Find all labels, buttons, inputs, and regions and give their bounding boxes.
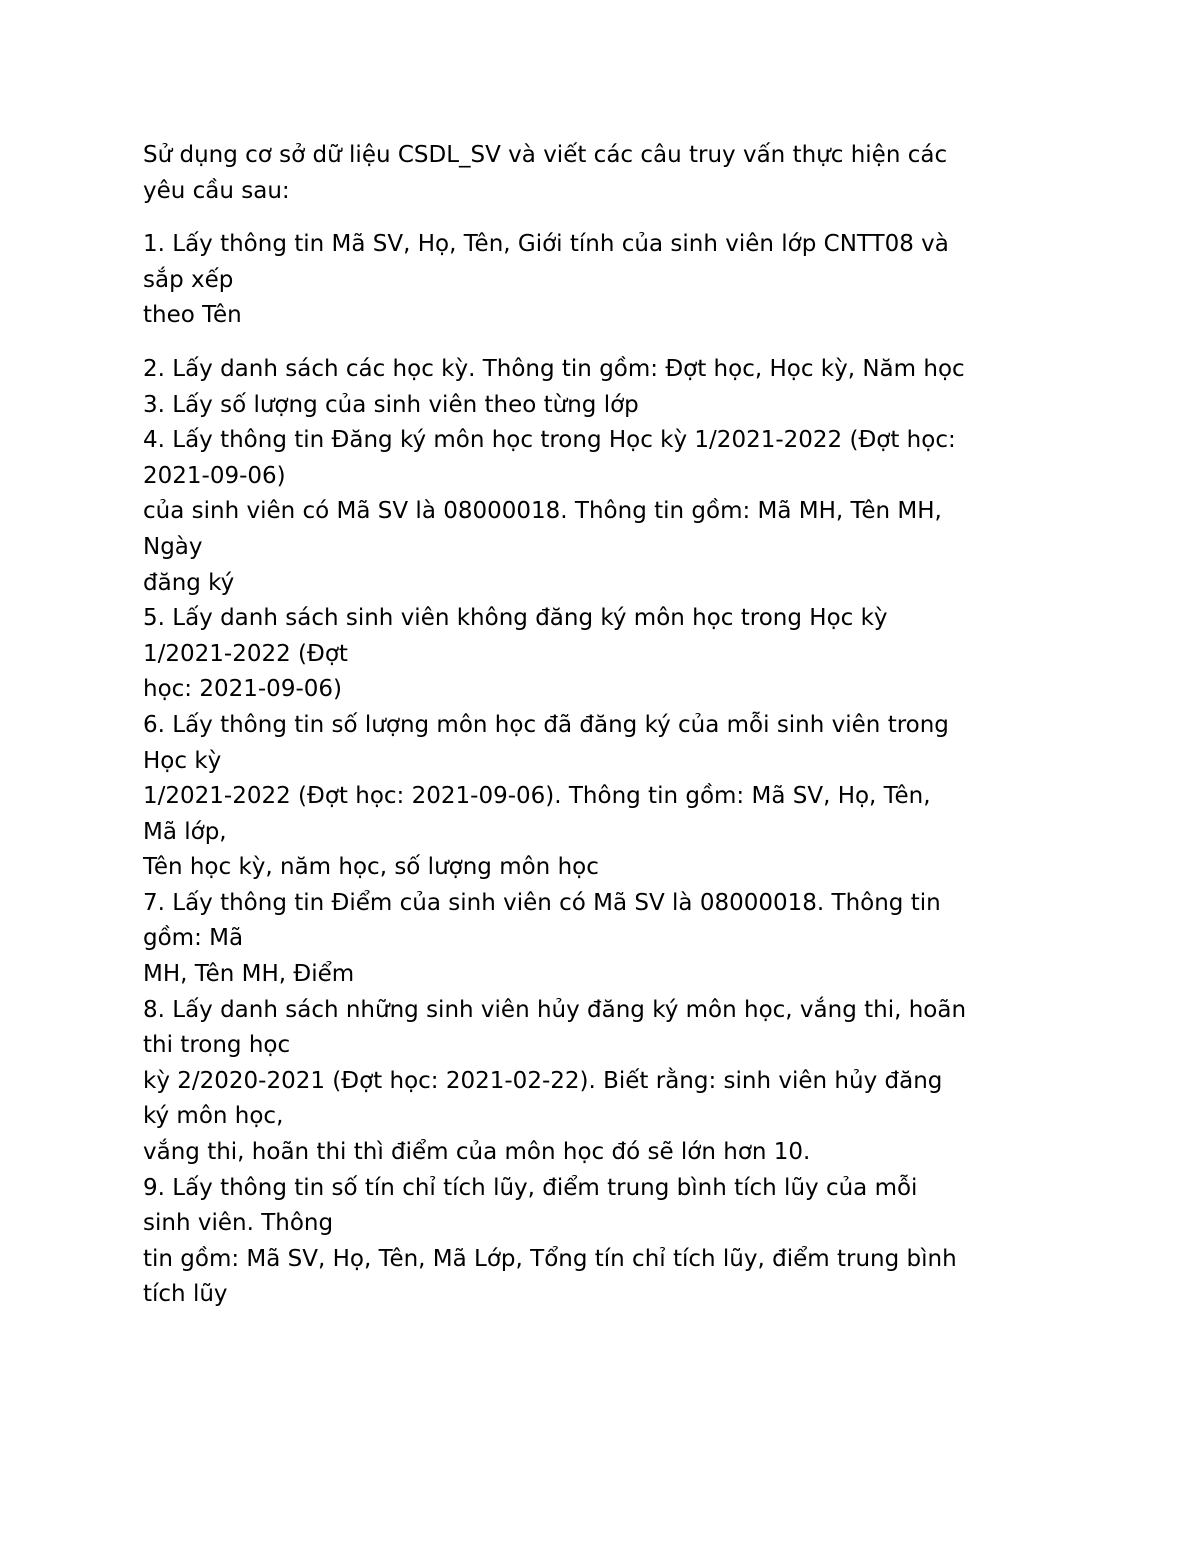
text-line: tích lũy (143, 1281, 228, 1308)
text-line: sinh viên. Thông (143, 1210, 334, 1237)
text-line: tin gồm: Mã SV, Họ, Tên, Mã Lớp, Tổng tín chỉ tích lũy, điểm trung bình (143, 1245, 957, 1272)
text-line: 5. Lấy danh sách sinh viên không đăng ký môn học trong Học kỳ (143, 605, 888, 632)
text-line: 1. Lấy thông tin Mã SV, Họ, Tên, Giới tính của sinh viên lớp CNTT08 và (143, 231, 949, 258)
requirements-list (143, 352, 1103, 1313)
text-line: theo Tên (143, 302, 242, 329)
text-line: đăng ký (143, 569, 235, 596)
text-line: 7. Lấy thông tin Điểm của sinh viên có Mã SV là 08000018. Thông tin (143, 889, 941, 916)
text-line: sắp xếp (143, 266, 234, 293)
text-line: 9. Lấy thông tin số tín chỉ tích lũy, điểm trung bình tích lũy của mỗi (143, 1174, 918, 1201)
text-line: 6. Lấy thông tin số lượng môn học đã đăng ký của mỗi sinh viên trong (143, 711, 949, 738)
text-line: 1/2021-2022 (Đợt (143, 640, 348, 667)
text-line: 8. Lấy danh sách những sinh viên hủy đăng ký môn học, vắng thi, hoãn (143, 996, 967, 1023)
text-line: vắng thi, hoãn thi thì điểm của môn học đó sẽ lớn hơn 10. (143, 1139, 811, 1166)
intro-paragraph (143, 138, 1103, 209)
text-line: Tên học kỳ, năm học, số lượng môn học (143, 854, 599, 881)
text-line: 1/2021-2022 (Đợt học: 2021-09-06). Thông tin gồm: Mã SV, Họ, Tên, (143, 783, 931, 810)
document-body (143, 138, 1103, 1313)
text-line: của sinh viên có Mã SV là 08000018. Thông tin gồm: Mã MH, Tên MH, (143, 498, 942, 525)
text-line: ký môn học, (143, 1103, 284, 1130)
text-line: Sử dụng cơ sở dữ liệu CSDL_SV và viết các câu truy vấn thực hiện các (143, 142, 948, 168)
text-line: yêu cầu sau: (143, 177, 290, 204)
text-line: 2021-09-06) (143, 462, 286, 489)
text-line: gồm: Mã (143, 925, 244, 952)
text-line: học: 2021-09-06) (143, 676, 342, 703)
text-line: MH, Tên MH, Điểm (143, 961, 355, 988)
text-line: thi trong học (143, 1032, 291, 1059)
text-line: 3. Lấy số lượng của sinh viên theo từng lớp (143, 391, 639, 418)
text-line: kỳ 2/2020-2021 (Đợt học: 2021-02-22). Biết rằng: sinh viên hủy đăng (143, 1067, 943, 1094)
text-line: 2. Lấy danh sách các học kỳ. Thông tin gồm: Đợt học, Học kỳ, Năm học (143, 355, 965, 382)
text-line: Mã lớp, (143, 818, 227, 845)
text-line: 4. Lấy thông tin Đăng ký môn học trong Học kỳ 1/2021-2022 (Đợt học: (143, 427, 956, 454)
text-line: Ngày (143, 533, 203, 560)
text-line: Học kỳ (143, 747, 222, 774)
requirement-1 (143, 227, 1103, 334)
